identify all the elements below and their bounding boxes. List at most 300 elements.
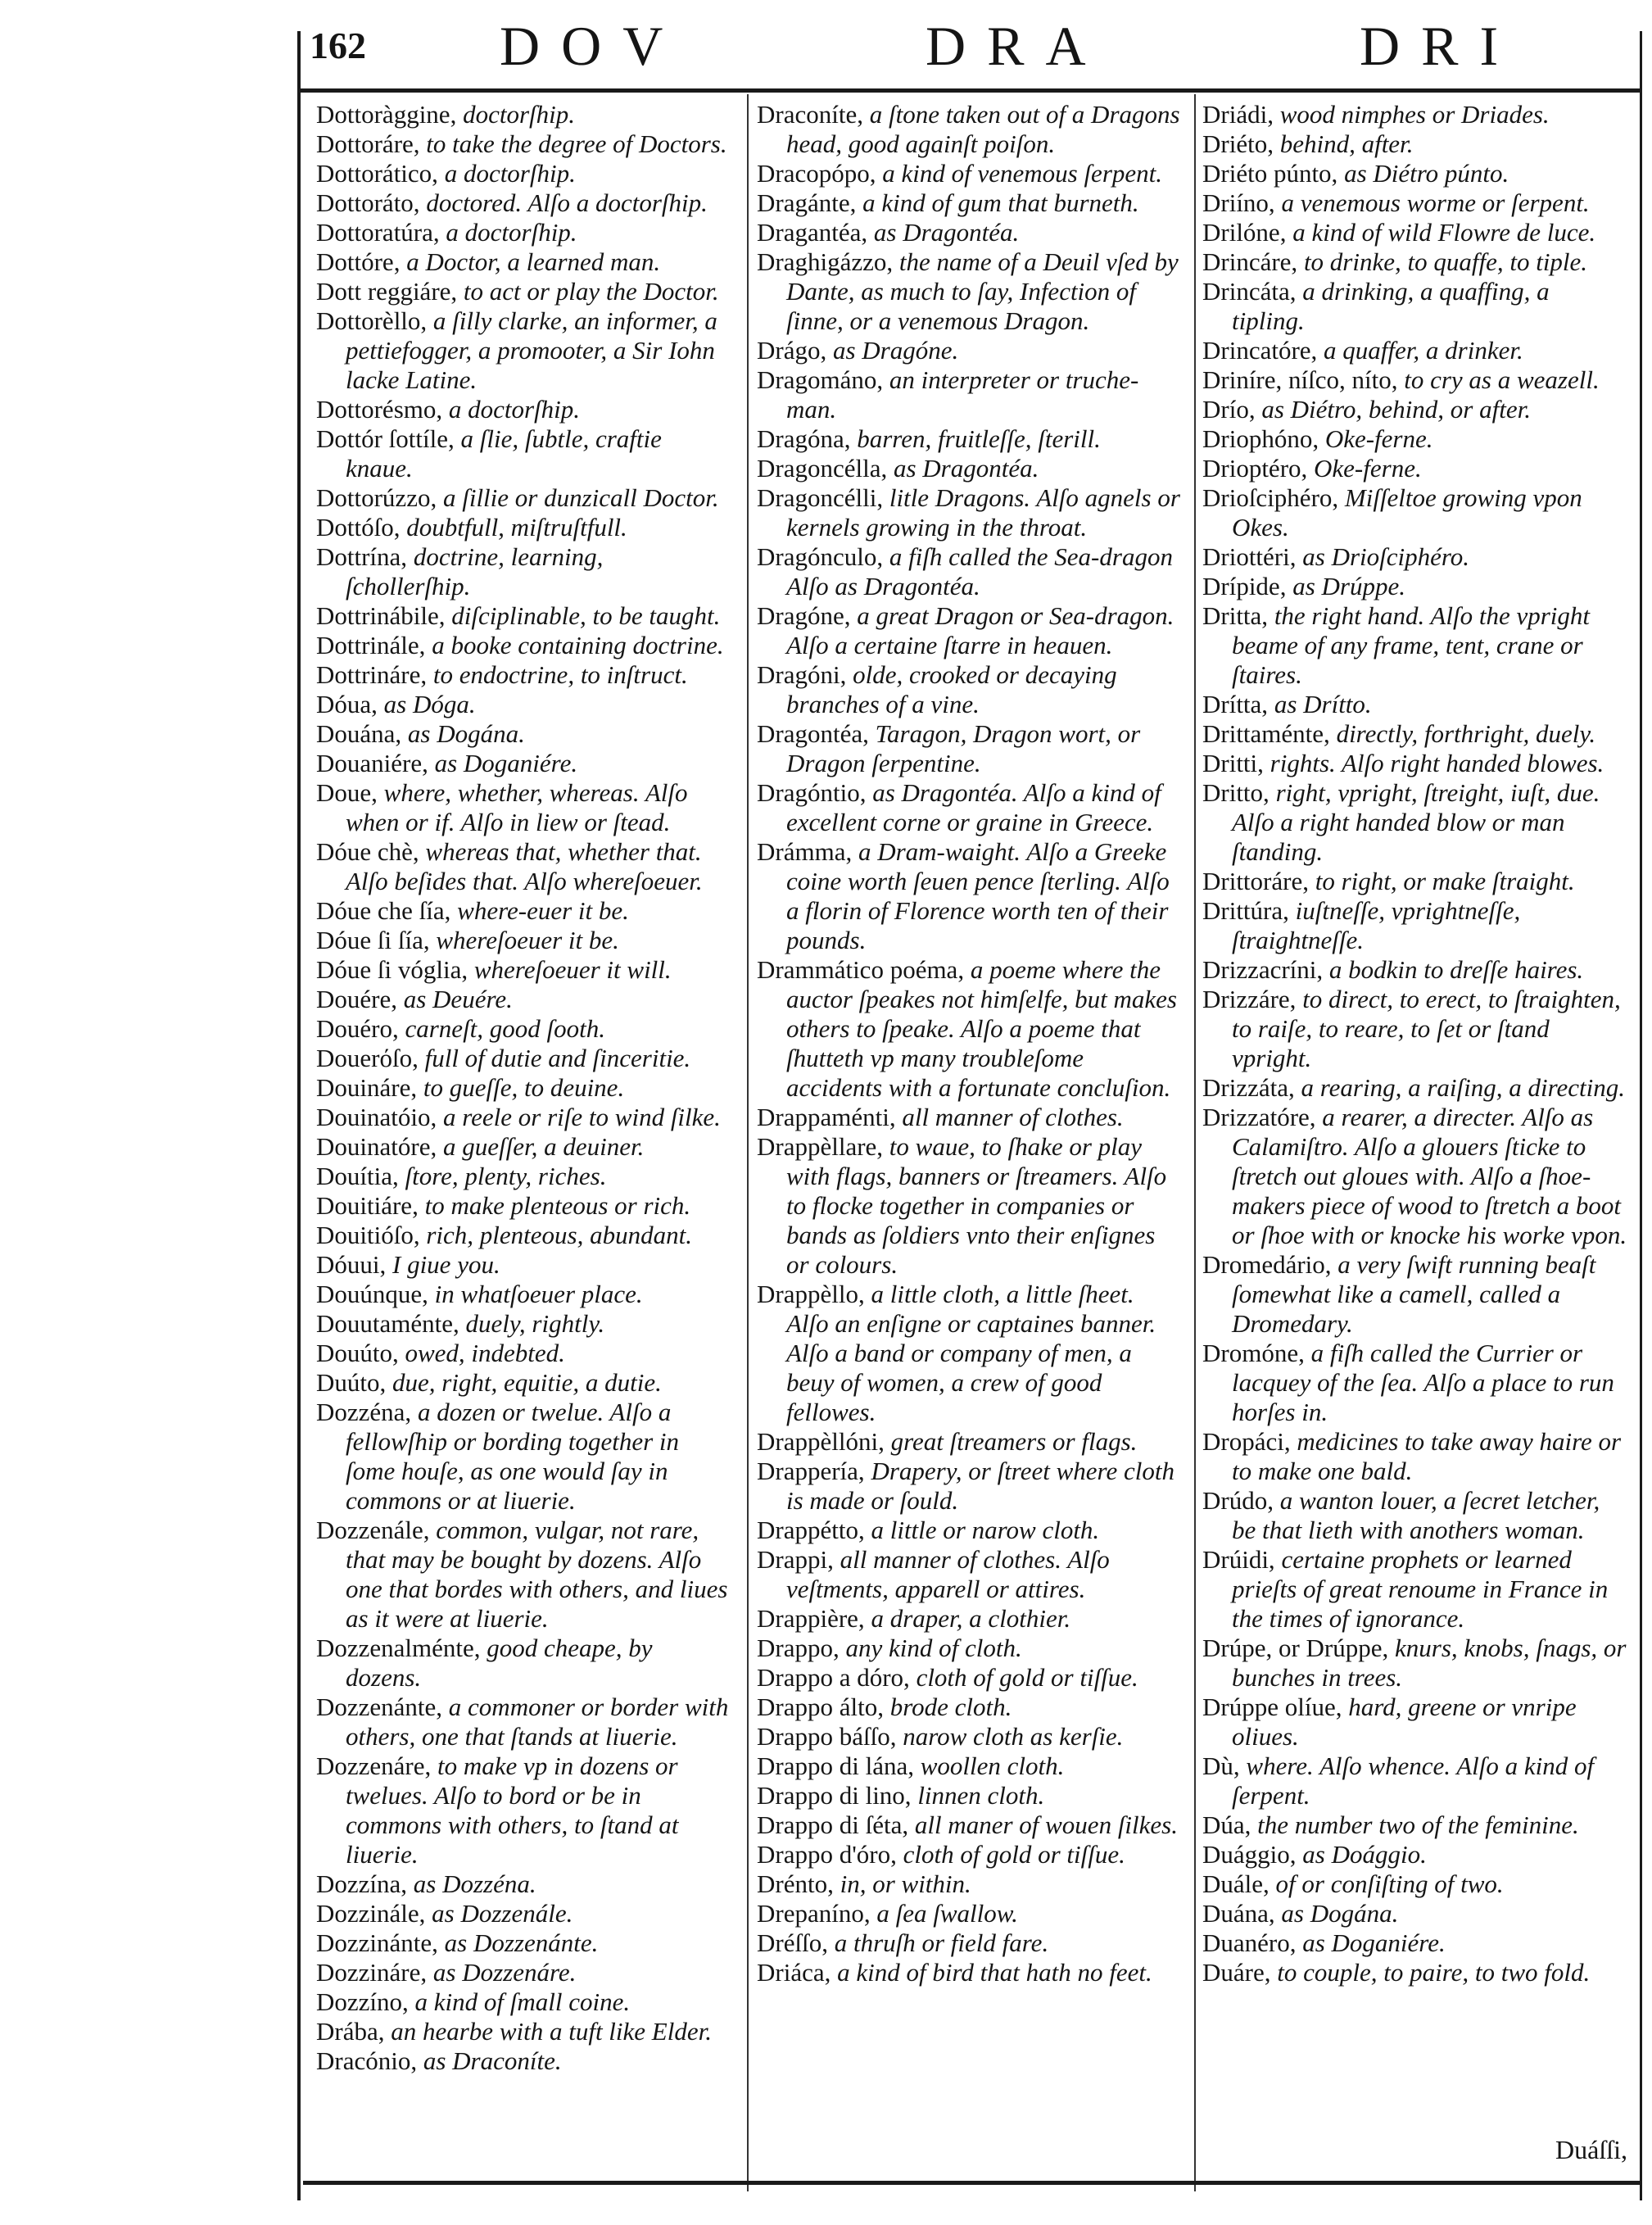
- entry-headword: Drámma,: [757, 837, 853, 866]
- entry-headword: Drammático poéma,: [757, 955, 965, 984]
- entry-headword: Douítia,: [316, 1162, 399, 1190]
- entry-headword: Dù,: [1202, 1751, 1240, 1780]
- dictionary-entry: [316, 306, 730, 395]
- entry-definition: an interpreter or truche-man.: [786, 365, 1139, 424]
- entry-headword: Dragóna,: [757, 424, 851, 453]
- dictionary-entry: [316, 1928, 730, 1958]
- entry-definition: doctorſhip.: [463, 100, 575, 129]
- entry-headword: Drappo a dóro,: [757, 1663, 910, 1692]
- dictionary-entry: [1202, 1869, 1628, 1899]
- entry-headword: Doue,: [316, 778, 378, 807]
- entry-definition: knurs, knobs, ſnags, or bunches in trees.: [1232, 1634, 1627, 1692]
- dictionary-entry: [757, 218, 1181, 247]
- dictionary-entry: [1202, 1958, 1628, 1987]
- entry-headword: Dóuui,: [316, 1250, 387, 1279]
- dictionary-entry: [316, 1309, 730, 1339]
- entry-definition: a kind of bird that hath no feet.: [837, 1958, 1152, 1987]
- entry-definition: cloth of gold or tiſſue.: [903, 1840, 1125, 1869]
- entry-definition: as Dozzenánte.: [444, 1928, 599, 1957]
- entry-definition: all manner of clothes.: [902, 1103, 1124, 1131]
- entry-definition: woollen cloth.: [920, 1751, 1065, 1780]
- dictionary-entry: [316, 926, 730, 955]
- entry-definition: cloth of gold or tiſſue.: [916, 1663, 1138, 1692]
- dictionary-entry: [1202, 572, 1628, 601]
- dictionary-entry: [316, 1398, 730, 1516]
- entry-definition: to take the degree of Doctors.: [426, 129, 727, 158]
- entry-headword: Dozzenále,: [316, 1516, 430, 1544]
- entry-definition: ſtore, plenty, riches.: [405, 1162, 607, 1190]
- entry-definition: to gueſſe, to deuine.: [423, 1073, 625, 1102]
- dictionary-entry: [1202, 1427, 1628, 1486]
- running-head-center: DRA: [926, 15, 1107, 77]
- entry-definition: all maner of wouen ſilkes.: [914, 1810, 1178, 1839]
- dictionary-entry: [316, 1191, 730, 1221]
- dictionary-entry: [757, 1103, 1181, 1132]
- entry-definition: a bodkin to dreſſe haires.: [1328, 955, 1584, 984]
- entry-definition: as Doággio.: [1302, 1840, 1427, 1869]
- dictionary-entry: [1202, 365, 1628, 395]
- entry-headword: Duanéro,: [1202, 1928, 1297, 1957]
- dictionary-entry: [757, 1663, 1181, 1693]
- entry-headword: Draghigázzo,: [757, 247, 894, 276]
- entry-headword: Driéto,: [1202, 129, 1274, 158]
- entry-definition: right, vpright, ſtreight, iuſt, due. Alſo a right handed blow or man ſtanding.: [1232, 778, 1600, 866]
- entry-definition: to drinke, to quaffe, to tiple.: [1303, 247, 1588, 276]
- entry-headword: Dragánte,: [757, 188, 857, 217]
- entry-definition: a gueſſer, a deuiner.: [442, 1132, 645, 1161]
- entry-definition: duely, rightly.: [465, 1309, 605, 1338]
- dictionary-entry: [757, 100, 1181, 159]
- entry-definition: linnen cloth.: [917, 1781, 1045, 1810]
- running-head-right: DRI: [1360, 15, 1520, 77]
- entry-definition: whereſoeuer it be.: [436, 926, 619, 954]
- entry-headword: Douináre,: [316, 1073, 418, 1102]
- entry-definition: a poeme where the auctor ſpeakes not himſelfe, but makes others to ſpeake. Alſo a poeme that ſhutteth vp many troubleſome accidents with a fortunate concluſion.: [786, 955, 1177, 1102]
- entry-definition: as Dragontéa.: [873, 218, 1020, 247]
- entry-definition: to act or play the Doctor.: [463, 277, 719, 306]
- entry-definition: carneſt, good ſooth.: [405, 1014, 606, 1043]
- entry-definition: a thruſh or field fare.: [834, 1928, 1049, 1957]
- entry-headword: Drítta,: [1202, 690, 1269, 718]
- dictionary-entry: [1202, 955, 1628, 985]
- dictionary-entry: [316, 513, 730, 542]
- dictionary-entry: [1202, 690, 1628, 719]
- entry-definition: to make vp in dozens or twelues. Alſo to bord or be in commons with others, to ſtand at liuerie.: [346, 1751, 679, 1869]
- entry-definition: Oke-ferne.: [1324, 424, 1433, 453]
- entry-headword: Draconíte,: [757, 100, 863, 129]
- dictionary-entry: [1202, 129, 1628, 159]
- entry-definition: a kind of gum that burneth.: [862, 188, 1139, 217]
- entry-headword: Dozzenáre,: [316, 1751, 432, 1780]
- entry-headword: Drappo di lino,: [757, 1781, 912, 1810]
- entry-definition: the number two of the feminine.: [1257, 1810, 1579, 1839]
- entry-headword: Drittoráre,: [1202, 867, 1309, 895]
- entry-definition: a Dram-waight. Alſo a Greeke coine worth ſeuen pence ſterling. Alſo a florin of Florence worth ten of their pounds.: [786, 837, 1170, 954]
- entry-headword: Drappo báſſo,: [757, 1722, 897, 1751]
- entry-definition: as Doganiére.: [1302, 1928, 1446, 1957]
- entry-headword: Dottoráto,: [316, 188, 420, 217]
- entry-headword: Douére,: [316, 985, 397, 1013]
- dictionary-entry: [1202, 277, 1628, 336]
- dictionary-entry: [316, 1073, 730, 1103]
- dictionary-entry: [316, 542, 730, 601]
- dictionary-entry: [1202, 896, 1628, 955]
- entry-definition: as Dogána.: [1281, 1899, 1399, 1928]
- entry-definition: to couple, to paire, to two fold.: [1277, 1958, 1591, 1987]
- dictionary-entry: [1202, 100, 1628, 129]
- entry-definition: to make plenteous or rich.: [424, 1191, 691, 1220]
- entry-definition: a fiſh called the Sea-dragon Alſo as Dragontéa.: [786, 542, 1173, 600]
- dictionary-entry: [316, 1634, 730, 1693]
- dictionary-entry: [1202, 1928, 1628, 1958]
- entry-definition: a doctorſhip.: [444, 159, 576, 188]
- dictionary-entry: [1202, 1810, 1628, 1840]
- entry-headword: Douinatóio,: [316, 1103, 437, 1131]
- dictionary-entry: [757, 336, 1181, 365]
- entry-definition: whereſoeuer it will.: [473, 955, 672, 984]
- dictionary-entry: [316, 1516, 730, 1634]
- dictionary-entry: [316, 2046, 730, 2076]
- dictionary-entry: [757, 1869, 1181, 1899]
- dictionary-entry: [316, 749, 730, 778]
- entry-headword: Dottorático,: [316, 159, 438, 188]
- dictionary-entry: [757, 1781, 1181, 1810]
- dictionary-entry: [316, 1014, 730, 1044]
- entry-definition: litle Dragons. Alſo agnels or kernels growing in the throat.: [786, 483, 1180, 542]
- entry-headword: Dragoncélli,: [757, 483, 884, 512]
- dictionary-entry: [757, 660, 1181, 719]
- entry-definition: as Drioſciphéro.: [1302, 542, 1470, 571]
- entry-headword: Drepaníno,: [757, 1899, 871, 1928]
- entry-headword: Douitióſo,: [316, 1221, 420, 1249]
- entry-headword: Drúppe olíue,: [1202, 1693, 1342, 1721]
- dictionary-entry: [1202, 1486, 1628, 1545]
- column-middle: [757, 100, 1181, 1987]
- entry-definition: a doctorſhip.: [446, 218, 577, 247]
- entry-definition: certaine prophets or learned prieſts of great renoume in France in the times of ignorance.: [1232, 1545, 1609, 1633]
- entry-headword: Dottoràggine,: [316, 100, 457, 129]
- entry-headword: Driíno,: [1202, 188, 1275, 217]
- dictionary-entry: [316, 218, 730, 247]
- dictionary-entry: [757, 1457, 1181, 1516]
- dictionary-entry: [316, 896, 730, 926]
- column-rule-2: [1194, 94, 1196, 2191]
- dictionary-entry: [1202, 749, 1628, 778]
- entry-definition: a doctorſhip.: [448, 395, 581, 424]
- entry-definition: in, or within.: [840, 1869, 971, 1898]
- entry-definition: a commoner or border with others, one that ſtands at liuerie.: [346, 1693, 729, 1751]
- entry-definition: owed, indebted.: [405, 1339, 565, 1367]
- entry-headword: Drappo di lána,: [757, 1751, 914, 1780]
- dictionary-entry: [757, 159, 1181, 188]
- entry-headword: Dozzenánte,: [316, 1693, 443, 1721]
- entry-headword: Dracónio,: [316, 2046, 418, 2075]
- entry-headword: Drénto,: [757, 1869, 834, 1898]
- dictionary-entry: [316, 2017, 730, 2046]
- left-frame-rule: [297, 31, 301, 2200]
- entry-headword: Dottorèllo,: [316, 306, 428, 335]
- dictionary-entry: [316, 985, 730, 1014]
- entry-headword: Dragónculo,: [757, 542, 884, 571]
- entry-definition: directly, forthright, duely.: [1336, 719, 1596, 748]
- entry-definition: the name of a Deuil vſed by Dante, as much to ſay, Infection of ſinne, or a venemous Dragon.: [786, 247, 1179, 335]
- dictionary-entry: [757, 719, 1181, 778]
- entry-headword: Driáca,: [757, 1958, 831, 1987]
- dictionary-entry: [316, 601, 730, 631]
- entry-headword: Dropáci,: [1202, 1427, 1291, 1456]
- dictionary-entry: [1202, 188, 1628, 218]
- entry-headword: Drappière,: [757, 1604, 865, 1633]
- entry-headword: Dottorúzzo,: [316, 483, 437, 512]
- entry-headword: Duále,: [1202, 1869, 1270, 1898]
- entry-definition: a little cloth, a little ſheet. Alſo an enſigne or captaines banner. Alſo a band or company of men, a beuy of women, a crew of good fellowes.: [786, 1280, 1156, 1426]
- dictionary-entry: [1202, 336, 1628, 365]
- entry-headword: Drappo di ſéta,: [757, 1810, 909, 1839]
- dictionary-entry: [316, 690, 730, 719]
- entry-definition: brode cloth.: [889, 1693, 1012, 1721]
- entry-definition: all manner of clothes. Alſo veſtments, apparell or attires.: [786, 1545, 1110, 1603]
- dictionary-entry: [1202, 1693, 1628, 1751]
- entry-headword: Douaniére,: [316, 749, 428, 777]
- entry-definition: as Dóga.: [383, 690, 476, 718]
- entry-headword: Drittaménte,: [1202, 719, 1330, 748]
- entry-headword: Douána,: [316, 719, 402, 748]
- entry-headword: Dozzína,: [316, 1869, 408, 1898]
- entry-definition: a draper, a clothier.: [871, 1604, 1071, 1633]
- dictionary-entry: [316, 1044, 730, 1073]
- dictionary-entry: [757, 601, 1181, 660]
- entry-definition: as Dozzenáre.: [432, 1958, 577, 1987]
- entry-definition: a kind of venemous ſerpent.: [882, 159, 1163, 188]
- entry-headword: Driéto púnto,: [1202, 159, 1338, 188]
- dictionary-entry: [1202, 1899, 1628, 1928]
- entry-headword: Douutaménte,: [316, 1309, 459, 1338]
- entry-definition: in whatſoeuer place.: [434, 1280, 643, 1308]
- entry-definition: common, vulgar, not rare, that may be bought by dozens. Alſo one that bordes with others, and liues as it were at liuerie.: [346, 1516, 728, 1633]
- entry-headword: Dottorésmo,: [316, 395, 443, 424]
- entry-headword: Douitiáre,: [316, 1191, 419, 1220]
- entry-definition: as Doganiére.: [434, 749, 578, 777]
- entry-headword: Douinatóre,: [316, 1132, 437, 1161]
- footer-rule: [303, 2181, 1642, 2185]
- dictionary-entry: [316, 719, 730, 749]
- entry-definition: as Deuére.: [403, 985, 513, 1013]
- entry-definition: as Dragontéa.: [893, 454, 1039, 483]
- entry-definition: great ſtreamers or flags.: [890, 1427, 1138, 1456]
- entry-definition: as Dogána.: [407, 719, 525, 748]
- entry-headword: Douúto,: [316, 1339, 399, 1367]
- dictionary-entry: [1202, 1250, 1628, 1339]
- dictionary-entry: [316, 955, 730, 985]
- entry-definition: iuſtneſſe, vprightneſſe, ſtraightneſſe.: [1232, 896, 1521, 954]
- entry-headword: Dozzenalménte,: [316, 1634, 481, 1662]
- entry-definition: Miſſeltoe growing vpon Okes.: [1232, 483, 1582, 542]
- dictionary-entry: [757, 1810, 1181, 1840]
- dictionary-entry: [1202, 1840, 1628, 1869]
- dictionary-entry: [757, 1604, 1181, 1634]
- dictionary-entry: [1202, 1073, 1628, 1103]
- entry-definition: Drapery, or ſtreet where cloth is made or ſould.: [786, 1457, 1175, 1515]
- right-frame-rule: [1640, 31, 1642, 2200]
- dictionary-entry: [1202, 867, 1628, 896]
- dictionary-entry: [316, 1103, 730, 1132]
- dictionary-entry: [316, 1280, 730, 1309]
- dictionary-entry: [1202, 1103, 1628, 1250]
- entry-definition: a wanton louer, a ſecret letcher, be that lieth with anothers woman.: [1232, 1486, 1600, 1544]
- dictionary-entry: [757, 1722, 1181, 1751]
- entry-headword: Drincáre,: [1202, 247, 1298, 276]
- entry-headword: Douúnque,: [316, 1280, 428, 1308]
- entry-headword: Drappétto,: [757, 1516, 865, 1544]
- dictionary-entry: [757, 1751, 1181, 1781]
- dictionary-entry: [1202, 719, 1628, 749]
- entry-definition: barren, fruitleſſe, ſterill.: [857, 424, 1101, 453]
- entry-headword: Drappería,: [757, 1457, 865, 1485]
- entry-headword: Dozzíno,: [316, 1987, 409, 2016]
- entry-headword: Dragantéa,: [757, 218, 868, 247]
- entry-headword: Dóua,: [316, 690, 378, 718]
- entry-headword: Dragóni,: [757, 660, 847, 689]
- entry-headword: Dozzéna,: [316, 1398, 412, 1426]
- entry-definition: a dozen or twelue. Alſo a fellowſhip or bording together in ſome houſe, as one would ſay in commons or at liuerie.: [346, 1398, 680, 1515]
- entry-headword: Dottrinábile,: [316, 601, 446, 630]
- entry-definition: behind, after.: [1279, 129, 1414, 158]
- dictionary-entry: [1202, 159, 1628, 188]
- dictionary-entry: [1202, 1634, 1628, 1693]
- dictionary-entry: [757, 837, 1181, 955]
- dictionary-entry: [316, 631, 730, 660]
- dictionary-entry: [757, 1634, 1181, 1663]
- dictionary-entry: [757, 424, 1181, 454]
- entry-definition: to waue, to ſhake or play with flags, banners or ſtreamers. Alſo to flocke together in companies or bands as ſoldiers vnto their enſignes or colours.: [786, 1132, 1167, 1279]
- entry-headword: Dromedário,: [1202, 1250, 1332, 1279]
- entry-definition: any kind of cloth.: [845, 1634, 1022, 1662]
- entry-headword: Dragóne,: [757, 601, 851, 630]
- entry-definition: full of dutie and ſinceritie.: [424, 1044, 691, 1072]
- dictionary-entry: [316, 1162, 730, 1191]
- entry-headword: Drío,: [1202, 395, 1256, 424]
- dictionary-entry: [316, 395, 730, 424]
- dictionary-entry: [757, 1545, 1181, 1604]
- entry-definition: the right hand. Alſo the vpright beame of any frame, tent, crane or ſtaires.: [1232, 601, 1590, 689]
- dictionary-entry: [316, 1693, 730, 1751]
- entry-definition: due, right, equitie, a dutie.: [392, 1368, 662, 1397]
- entry-definition: as Dragontéa. Alſo a kind of excellent corne or graine in Greece.: [786, 778, 1161, 836]
- entry-headword: Dritto,: [1202, 778, 1270, 807]
- entry-definition: a ſea ſwallow.: [876, 1899, 1018, 1928]
- dictionary-entry: [316, 1221, 730, 1250]
- entry-headword: Dóue che ſía,: [316, 896, 451, 925]
- dictionary-entry: [316, 1751, 730, 1869]
- dictionary-entry: [316, 1987, 730, 2017]
- dictionary-entry: [1202, 218, 1628, 247]
- entry-definition: where-euer it be.: [457, 896, 629, 925]
- entry-headword: Drizzatóre,: [1202, 1103, 1316, 1131]
- entry-headword: Duággio,: [1202, 1840, 1297, 1869]
- dictionary-entry: [757, 1132, 1181, 1280]
- dictionary-entry: [757, 1840, 1181, 1869]
- dictionary-entry: [757, 1427, 1181, 1457]
- dictionary-entry: [316, 1339, 730, 1368]
- entry-headword: Dottoráre,: [316, 129, 420, 158]
- entry-headword: Dottóre,: [316, 247, 401, 276]
- dictionary-entry: [1202, 542, 1628, 572]
- entry-definition: a great Dragon or Sea-dragon. Alſo a certaine ſtarre in heauen.: [786, 601, 1175, 659]
- dictionary-entry: [316, 129, 730, 159]
- entry-definition: where. Alſo whence. Alſo a kind of ſerpent.: [1232, 1751, 1595, 1810]
- entry-headword: Drappi,: [757, 1545, 834, 1574]
- dictionary-entry: [316, 424, 730, 483]
- entry-definition: a ſlie, ſubtle, craftie knaue.: [346, 424, 662, 483]
- entry-definition: a very ſwift running beaſt ſomewhat like a camell, called a Dromedary.: [1232, 1250, 1596, 1338]
- entry-definition: good cheape, by dozens.: [346, 1634, 653, 1692]
- dictionary-entry: [316, 778, 730, 837]
- entry-definition: as Dragóne.: [832, 336, 959, 365]
- entry-definition: hard, greene or vnripe oliues.: [1232, 1693, 1577, 1751]
- entry-definition: where, whether, whereas. Alſo when or if. Alſo in liew or ſtead.: [346, 778, 688, 836]
- entry-headword: Dóue ſi vóglia,: [316, 955, 468, 984]
- entry-definition: a reele or riſe to wind ſilke.: [443, 1103, 721, 1131]
- page-number: 162: [310, 25, 366, 66]
- entry-definition: doctored. Alſo a doctorſhip.: [426, 188, 708, 217]
- entry-headword: Drúdo,: [1202, 1486, 1274, 1515]
- entry-headword: Drúidi,: [1202, 1545, 1275, 1574]
- dictionary-entry: [316, 159, 730, 188]
- entry-definition: as Diétro púnto.: [1344, 159, 1509, 188]
- dictionary-entry: [1202, 1545, 1628, 1634]
- entry-definition: I giue you.: [392, 1250, 500, 1279]
- dictionary-entry: [757, 542, 1181, 601]
- entry-headword: Drappèllo,: [757, 1280, 865, 1308]
- entry-headword: Drappo,: [757, 1634, 840, 1662]
- dictionary-entry: [316, 188, 730, 218]
- entry-headword: Drágo,: [757, 336, 827, 365]
- entry-definition: a kind of ſmall coine.: [414, 1987, 631, 2016]
- entry-definition: a ſilly clarke, an informer, a pettiefogger, a promooter, a Sir Iohn lacke Latine.: [346, 306, 717, 394]
- entry-headword: Dragóntio,: [757, 778, 867, 807]
- dictionary-entry: [757, 247, 1181, 336]
- dictionary-entry: [1202, 985, 1628, 1073]
- entry-definition: a Doctor, a learned man.: [406, 247, 661, 276]
- entry-definition: medicines to take away haire or to make one bald.: [1232, 1427, 1622, 1485]
- dictionary-entry: [316, 247, 730, 277]
- entry-headword: Dóue chè,: [316, 837, 419, 866]
- column-right: [1202, 100, 1628, 1987]
- entry-definition: to direct, to erect, to ſtraighten, to raiſe, to reare, to ſet or ſtand vpright.: [1232, 985, 1621, 1072]
- entry-headword: Drappaménti,: [757, 1103, 896, 1131]
- entry-headword: Drába,: [316, 2017, 385, 2046]
- entry-definition: to endoctrine, to inſtruct.: [432, 660, 688, 689]
- entry-headword: Duáre,: [1202, 1958, 1271, 1987]
- dictionary-entry: [757, 1958, 1181, 1987]
- entry-definition: a quaffer, a drinker.: [1324, 336, 1523, 365]
- entry-headword: Dóue ſi ſía,: [316, 926, 430, 954]
- entry-definition: a little or narow cloth.: [871, 1516, 1100, 1544]
- entry-headword: Douéro,: [316, 1014, 399, 1043]
- dictionary-entry: [1202, 247, 1628, 277]
- dictionary-entry: [1202, 454, 1628, 483]
- entry-definition: Taragon, Dragon wort, or Dragon ſerpentine.: [786, 719, 1141, 777]
- dictionary-entry: [316, 483, 730, 513]
- entry-definition: doctrine, learning, ſchollerſhip.: [346, 542, 604, 600]
- dictionary-entry: [757, 365, 1181, 424]
- entry-headword: Dréſſo,: [757, 1928, 828, 1957]
- entry-headword: Drípide,: [1202, 572, 1287, 600]
- running-head-left: DOV: [500, 15, 685, 77]
- entry-headword: Drincáta,: [1202, 277, 1297, 306]
- entry-headword: Dritta,: [1202, 601, 1269, 630]
- dictionary-entry: [757, 188, 1181, 218]
